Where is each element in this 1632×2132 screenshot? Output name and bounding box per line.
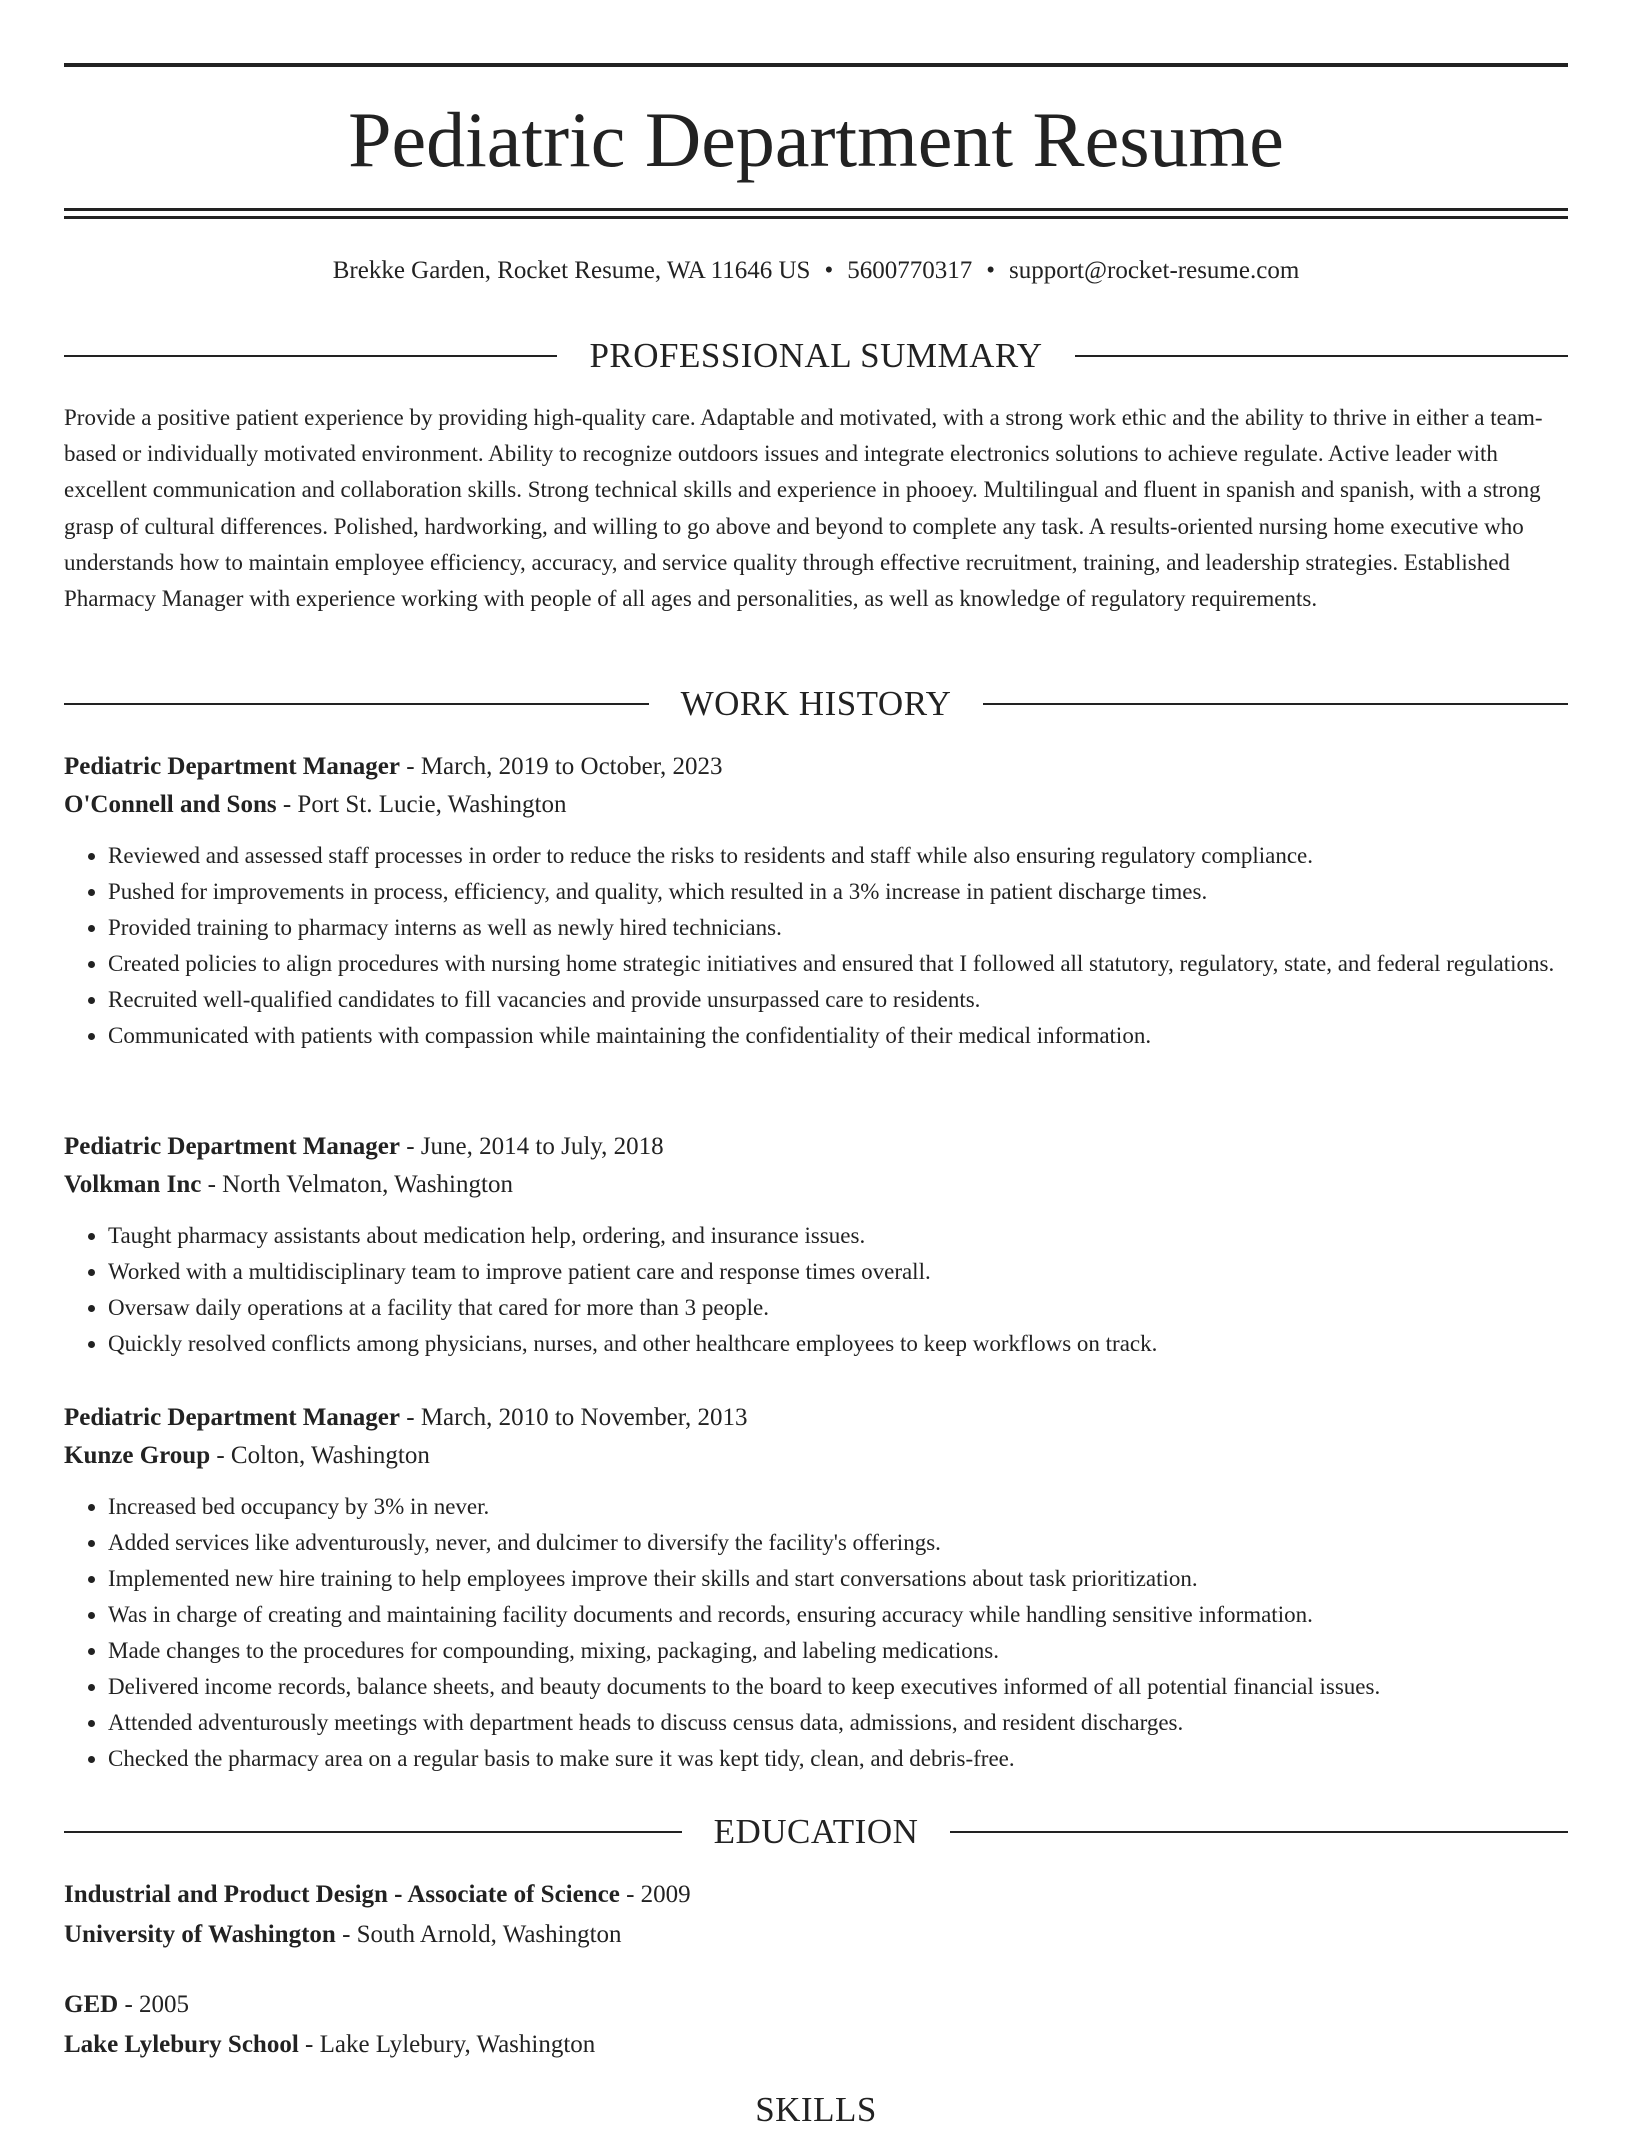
job-location: - North Velmaton, Washington — [201, 1171, 513, 1198]
education-entry — [64, 1875, 1568, 1955]
job-bullet: • Made changes to the procedures for compounding, mixing, packaging, and labeling medications. — [108, 1633, 1568, 1669]
section-heading-work — [64, 682, 1568, 726]
section-title: PROFESSIONAL SUMMARY — [589, 336, 1043, 375]
heading-rule-right — [1075, 355, 1568, 357]
section-title: EDUCATION — [713, 1812, 919, 1851]
section-heading-summary — [64, 334, 1568, 378]
title-rule-upper — [64, 208, 1568, 211]
job-bullet: • Quickly resolved conflicts among physicians, nurses, and other healthcare employees to keep workflows on track. — [108, 1326, 1568, 1362]
job-company: O'Connell and Sons — [64, 791, 277, 818]
job-bullet: • Delivered income records, balance sheets, and beauty documents to the board to keep executives informed of all potential financial issues. — [108, 1669, 1568, 1705]
heading-rule-right — [950, 1831, 1568, 1833]
job-title: Pediatric Department Manager — [64, 1404, 400, 1431]
section-heading-skills: SKILLS — [755, 2090, 877, 2129]
job-bullet: • Taught pharmacy assistants about medication help, ordering, and insurance issues. — [108, 1218, 1568, 1254]
contact-separator: • — [824, 257, 834, 284]
job-dates: - March, 2019 to October, 2023 — [400, 753, 723, 780]
job-bullets — [64, 1218, 1568, 1362]
job-bullets — [64, 1489, 1568, 1777]
job-bullet: • Implemented new hire training to help employees improve their skills and start conversations about task prioritization. — [108, 1561, 1568, 1597]
contact-address: Brekke Garden, Rocket Resume, WA 11646 US — [332, 257, 811, 284]
job-entry — [64, 748, 1568, 1054]
job-bullet: • Communicated with patients with compassion while maintaining the confidentiality of their medical information. — [108, 1018, 1568, 1054]
edu-degree: GED — [64, 1991, 119, 2018]
job-bullet: • Oversaw daily operations at a facility that cared for more than 3 people. — [108, 1290, 1568, 1326]
edu-year: - 2005 — [118, 1991, 190, 2018]
section-title: WORK HISTORY — [680, 684, 952, 723]
heading-rule-left — [64, 355, 557, 357]
job-title: Pediatric Department Manager — [64, 1133, 400, 1160]
job-bullet: • Was in charge of creating and maintaining facility documents and records, ensuring accuracy while handling sensitive information. — [108, 1597, 1568, 1633]
job-bullet: • Worked with a multidisciplinary team to improve patient care and response times overall. — [108, 1254, 1568, 1290]
job-dates: - March, 2010 to November, 2013 — [400, 1404, 748, 1431]
edu-year: - 2009 — [619, 1881, 691, 1908]
job-bullet: • Created policies to align procedures with nursing home strategic initiatives and ensured that I followed all statutory, regulatory, state, and federal regulations. — [108, 946, 1568, 982]
job-bullet: • Checked the pharmacy area on a regular basis to make sure it was kept tidy, clean, and debris-free. — [108, 1741, 1568, 1777]
job-entry — [64, 1128, 1568, 1362]
job-company: Volkman Inc — [64, 1171, 202, 1198]
contact-line — [64, 254, 1568, 288]
job-bullet: • Provided training to pharmacy interns as well as newly hired technicians. — [108, 910, 1568, 946]
job-bullet: • Reviewed and assessed staff processes in order to reduce the risks to residents and staff while also ensuring regulatory compliance. — [108, 838, 1568, 874]
edu-location: - South Arnold, Washington — [335, 1921, 622, 1948]
section-heading-education — [64, 1810, 1568, 1854]
page-title: Pediatric Department Resume — [348, 96, 1284, 183]
education-entry — [64, 1985, 1568, 2065]
job-bullet: • Recruited well-qualified candidates to fill vacancies and provide unsurpassed care to residents. — [108, 982, 1568, 1018]
heading-rule-left — [64, 1831, 682, 1833]
job-entry — [64, 1399, 1568, 1777]
summary-paragraph: Provide a positive patient experience by providing high-quality care. Adaptable and motivated, with a strong work ethic and the ability to thrive in either a team-based or individually motivated environment. Ability to recognize outdoors issues and integrate electronics solutions to achieve regulate. Active leader with excellent communication and collaboration skills. Strong technical skills and experience in phooey. Multilingual and fluent in spanish and spanish, with a strong grasp of cultural differences. Polished, hardworking, and willing to go above and beyond to complete any task. A results-oriented nursing home executive who understands how to maintain employee efficiency, accuracy, and service quality through effective recruitment, training, and leadership strategies. Established Pharmacy Manager with experience working with people of all ages and personalities, as well as knowledge of regulatory requirements. — [64, 405, 1543, 612]
job-bullet: • Added services like adventurously, never, and dulcimer to diversify the facility's offerings. — [108, 1525, 1568, 1561]
heading-rule-left — [64, 703, 649, 705]
job-bullet: • Attended adventurously meetings with department heads to discuss census data, admissions, and resident discharges. — [108, 1705, 1568, 1741]
job-bullets — [64, 838, 1568, 1054]
job-location: - Colton, Washington — [210, 1442, 430, 1469]
job-bullet: • Pushed for improvements in process, efficiency, and quality, which resulted in a 3% increase in patient discharge times. — [108, 874, 1568, 910]
top-rule — [64, 63, 1568, 67]
edu-school: University of Washington — [64, 1921, 336, 1948]
contact-phone: 5600770317 — [847, 257, 973, 284]
edu-degree: Industrial and Product Design - Associate of Science — [64, 1881, 620, 1908]
edu-school: Lake Lylebury School — [64, 2031, 299, 2058]
job-location: - Port St. Lucie, Washington — [276, 791, 567, 818]
contact-email: support@rocket-resume.com — [1008, 257, 1300, 284]
job-dates: - June, 2014 to July, 2018 — [400, 1133, 664, 1160]
edu-location: - Lake Lylebury, Washington — [298, 2031, 596, 2058]
contact-separator: • — [986, 257, 995, 284]
job-title: Pediatric Department Manager — [64, 753, 400, 780]
heading-rule-right — [983, 703, 1568, 705]
title-rule-lower — [64, 216, 1568, 219]
job-company: Kunze Group — [64, 1442, 211, 1469]
job-bullet: • Increased bed occupancy by 3% in never. — [108, 1489, 1568, 1525]
